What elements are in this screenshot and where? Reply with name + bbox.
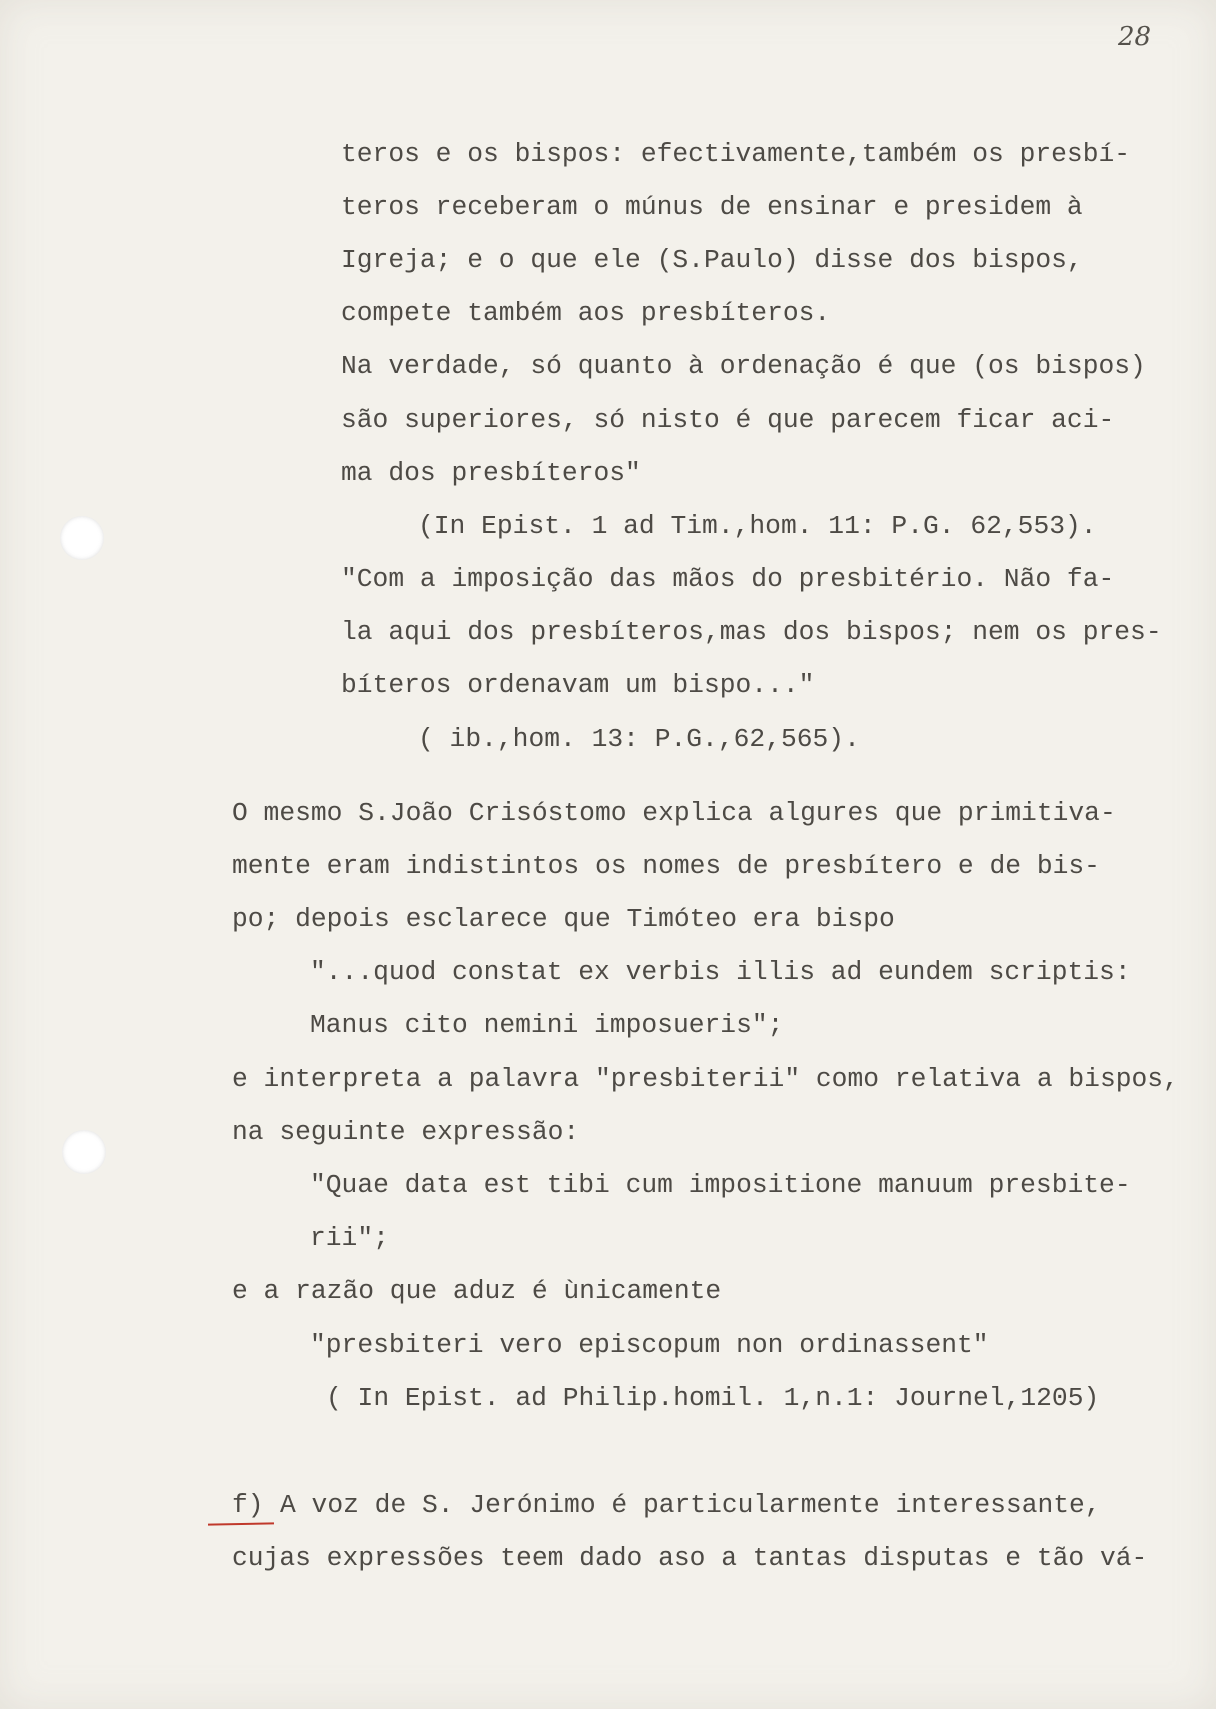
quote-line: Manus cito nemini imposueris"; bbox=[310, 1010, 784, 1040]
quote-line: "presbiteri vero episcopum non ordinassent" bbox=[310, 1330, 989, 1360]
citation-line: ( ib.,hom. 13: P.G.,62,565). bbox=[418, 724, 860, 754]
text-line: ma dos presbíteros" bbox=[341, 458, 641, 488]
text-line: na seguinte expressão: bbox=[232, 1117, 580, 1147]
text-line: teros receberam o múnus de ensinar e presidem à bbox=[341, 192, 1083, 222]
text-line: bíteros ordenavam um bispo..." bbox=[341, 670, 815, 700]
quote-line: rii"; bbox=[310, 1223, 389, 1253]
text-line: e a razão que aduz é ùnicamente bbox=[232, 1276, 722, 1306]
text-line: po; depois esclarece que Timóteo era bispo bbox=[232, 904, 895, 934]
text-line: A voz de S. Jerónimo é particularmente interessante, bbox=[280, 1490, 1101, 1520]
punch-hole-bottom bbox=[62, 1130, 106, 1174]
red-underline-mark bbox=[208, 1522, 274, 1525]
text-line: e interpreta a palavra "presbiterii" como relativa a bispos, bbox=[232, 1064, 1179, 1094]
text-line: são superiores, só nisto é que parecem ficar aci- bbox=[341, 405, 1115, 435]
citation-line: (In Epist. 1 ad Tim.,hom. 11: P.G. 62,553). bbox=[418, 511, 1097, 541]
section-marker: f) bbox=[232, 1490, 264, 1520]
text-line: compete também aos presbíteros. bbox=[341, 298, 831, 328]
text-line: Na verdade, só quanto à ordenação é que (os bispos) bbox=[341, 351, 1146, 381]
citation-line: ( In Epist. ad Philip.homil. 1,n.1: Journel,1205) bbox=[326, 1383, 1100, 1413]
page-number: 28 bbox=[1118, 22, 1152, 52]
text-line: cujas expressões teem dado aso a tantas disputas e tão vá- bbox=[232, 1543, 1148, 1573]
text-line: "Com a imposição das mãos do presbitério. Não fa- bbox=[341, 564, 1115, 594]
quote-line: "Quae data est tibi cum impositione manuum presbite- bbox=[310, 1170, 1131, 1200]
text-line: O mesmo S.João Crisóstomo explica algures que primitiva- bbox=[232, 798, 1116, 828]
text-line: mente eram indistintos os nomes de presbítero e de bis- bbox=[232, 851, 1100, 881]
quote-line: "...quod constat ex verbis illis ad eundem scriptis: bbox=[310, 957, 1131, 987]
text-line: Igreja; e o que ele (S.Paulo) disse dos bispos, bbox=[341, 245, 1083, 275]
punch-hole-top bbox=[60, 516, 104, 560]
text-line: la aqui dos presbíteros,mas dos bispos; nem os pres- bbox=[341, 617, 1162, 647]
text-line: teros e os bispos: efectivamente,também os presbí- bbox=[341, 139, 1131, 169]
